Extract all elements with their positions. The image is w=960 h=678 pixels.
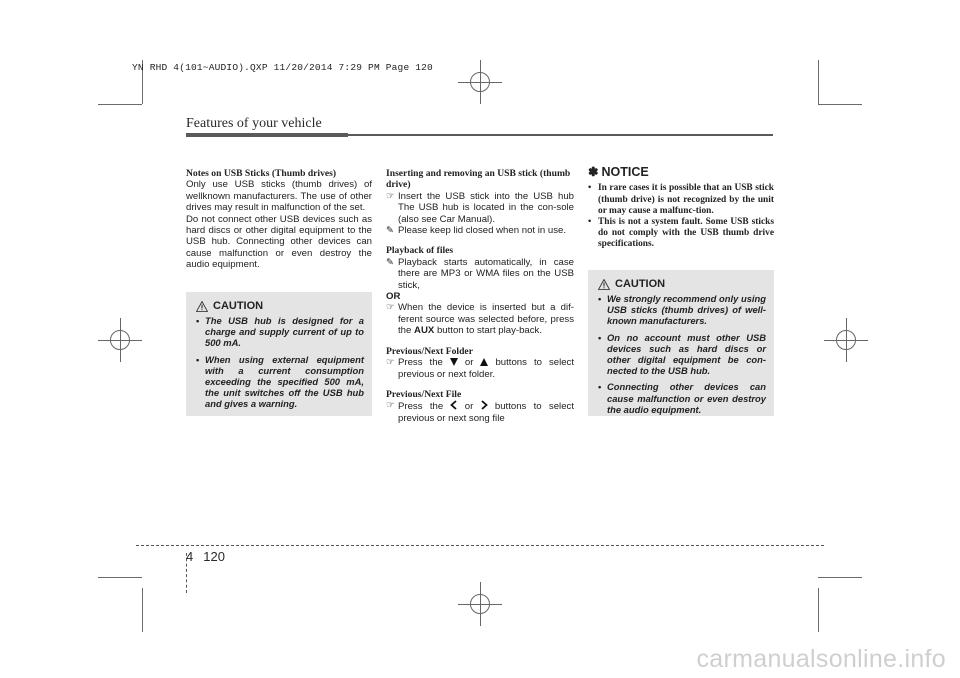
caution-item: • When using external equipment with a current consumption exceeding the specified 500 mA, the unit switches off the USB hub and gives a warning. bbox=[196, 353, 364, 410]
list-item: ☞ Press the or buttons to select previous or next folder. bbox=[386, 357, 575, 380]
prev-next-folder-heading: Previous/Next Folder bbox=[386, 345, 473, 357]
notice-star-icon: ✽ bbox=[588, 165, 599, 179]
notice-list bbox=[588, 183, 774, 250]
notice-header bbox=[588, 167, 774, 178]
crop-mark bbox=[98, 104, 142, 105]
middle-column bbox=[386, 168, 574, 424]
crop-mark bbox=[818, 60, 819, 104]
caution-box-left bbox=[186, 292, 372, 416]
list-item: ☞ Insert the USB stick into the USB hub The USB hub is located in the con-sole (also see Car Manual). bbox=[386, 190, 574, 225]
pointing-hand-icon: ☞ bbox=[386, 357, 395, 369]
pointing-hand-icon: ☞ bbox=[386, 400, 395, 412]
prev-next-file-heading: Previous/Next File bbox=[386, 388, 462, 400]
notice-item: • In rare cases it is possible that an USB stick (thumb drive) is not recognized by the unit or may cause a malfunc-tion. bbox=[588, 183, 774, 216]
page-number bbox=[186, 549, 225, 564]
print-slug: YN RHD 4(101~AUDIO).QXP 11/20/2014 7:29 PM Page 120 bbox=[132, 62, 433, 73]
crop-mark bbox=[818, 104, 862, 105]
warning-triangle-icon bbox=[598, 279, 610, 290]
pencil-icon: ✎ bbox=[386, 225, 395, 237]
notice-title: NOTICE bbox=[601, 165, 649, 179]
or-label: OR bbox=[386, 291, 401, 303]
aux-button-label: AUX bbox=[414, 325, 435, 337]
right-column bbox=[588, 167, 774, 251]
list-item: ☞ Press the or buttons to select previous or next song file bbox=[386, 400, 574, 424]
caution-header bbox=[598, 278, 766, 290]
triangle-up-icon bbox=[480, 358, 488, 366]
registration-mark-icon bbox=[98, 318, 142, 362]
caution-item: • We strongly recommend only using USB sticks (thumb drives) of well-known manufacturers. bbox=[598, 293, 766, 327]
header-rule-thin bbox=[348, 134, 773, 136]
list-item: ☞ When the device is inserted but a dif-ferent source was selected before, press the AUX button to start play-back. bbox=[386, 302, 574, 337]
usb-notes-para-1: Only use USB sticks (thumb drives) of wellknown manufacturers. The use of other drives may result in malfunction of the set. bbox=[186, 179, 372, 214]
pointing-hand-icon: ☞ bbox=[386, 190, 395, 202]
caution-item: • Connecting other devices can cause malfunction or even destroy the audio equipment. bbox=[598, 381, 766, 415]
chevron-right-icon bbox=[481, 400, 488, 410]
caution-item: • On no account must other USB devices such as hard discs or other digital equipment be con-nected to the USB hub. bbox=[598, 331, 766, 377]
insert-remove-heading: Inserting and removing an USB stick (thumb drive) bbox=[386, 168, 571, 191]
playback-heading: Playback of files bbox=[386, 245, 454, 257]
crop-mark bbox=[98, 577, 142, 578]
header-rule bbox=[186, 133, 348, 137]
caution-box-right bbox=[588, 270, 774, 416]
page-header-title: Features of your vehicle bbox=[186, 116, 322, 131]
crop-mark bbox=[818, 588, 819, 632]
caution-list bbox=[598, 293, 766, 415]
pencil-icon: ✎ bbox=[386, 256, 395, 268]
usb-notes-heading: Notes on USB Sticks (Thumb drives) bbox=[186, 168, 337, 179]
registration-mark-icon bbox=[458, 582, 502, 626]
footer-rule bbox=[136, 545, 824, 546]
caution-item: • The USB hub is designed for a charge and supply current of up to 500 mA. bbox=[196, 315, 364, 349]
watermark: carmanualsonline.info bbox=[696, 645, 946, 673]
registration-mark-icon bbox=[458, 60, 502, 104]
section-number: 4 bbox=[186, 549, 194, 564]
usb-notes-para-2: Do not connect other USB devices such as hard discs or other digital equipment to the USB hub. Connecting other devices can cause malfunction or even destroy the audio equipment. bbox=[186, 213, 372, 271]
caution-header bbox=[196, 300, 364, 312]
list-item: ✎ Please keep lid closed when not in use. bbox=[386, 225, 566, 237]
crop-mark bbox=[818, 577, 862, 578]
caution-title: CAUTION bbox=[213, 300, 264, 312]
page-number-value: 120 bbox=[203, 549, 225, 564]
chevron-left-icon bbox=[450, 400, 457, 410]
pointing-hand-icon: ☞ bbox=[386, 302, 395, 314]
left-column bbox=[186, 168, 372, 271]
list-item: ✎ Playback starts automatically, in case there are MP3 or WMA files on the USB stick, bbox=[386, 256, 574, 291]
caution-list bbox=[196, 315, 364, 410]
registration-mark-icon bbox=[824, 318, 868, 362]
caution-title: CAUTION bbox=[615, 278, 666, 290]
triangle-down-icon bbox=[450, 358, 458, 366]
crop-mark bbox=[142, 588, 143, 632]
warning-triangle-icon bbox=[196, 301, 208, 312]
notice-item: • This is not a system fault. Some USB sticks do not comply with the USB thumb drive specifications. bbox=[588, 217, 774, 250]
